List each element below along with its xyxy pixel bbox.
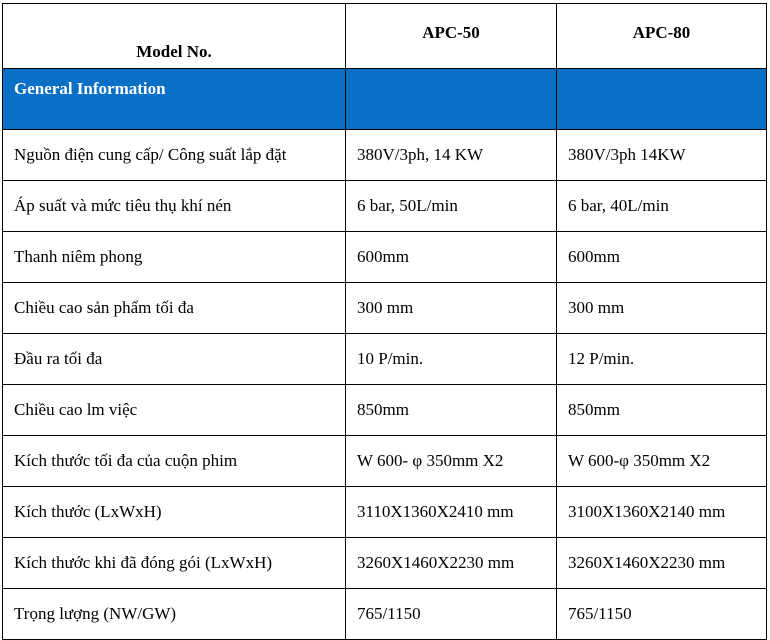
header-row — [3, 4, 767, 69]
spec-value-apc80: 6 bar, 40L/min — [557, 181, 767, 232]
spec-label: Áp suất và mức tiêu thụ khí nén — [3, 181, 346, 232]
table-row — [3, 538, 767, 589]
spec-value-apc50: 850mm — [346, 385, 557, 436]
spec-value-apc80: 3260X1460X2230 mm — [557, 538, 767, 589]
table-row — [3, 385, 767, 436]
table-row — [3, 181, 767, 232]
spec-label: Kích thước khi đã đóng gói (LxWxH) — [3, 538, 346, 589]
spec-value-apc80: 600mm — [557, 232, 767, 283]
spec-value-apc80: 850mm — [557, 385, 767, 436]
spec-value-apc80: 300 mm — [557, 283, 767, 334]
spec-table — [2, 3, 767, 640]
spec-value-apc80: 12 P/min. — [557, 334, 767, 385]
spec-value-apc80: 380V/3ph 14KW — [557, 130, 767, 181]
spec-value-apc50: 380V/3ph, 14 KW — [346, 130, 557, 181]
section-cell — [557, 69, 767, 130]
spec-value-apc50: 10 P/min. — [346, 334, 557, 385]
table-row — [3, 589, 767, 640]
spec-label: Kích thước (LxWxH) — [3, 487, 346, 538]
spec-value-apc50: 3260X1460X2230 mm — [346, 538, 557, 589]
spec-label: Chiều cao lm việc — [3, 385, 346, 436]
spec-label: Đầu ra tối đa — [3, 334, 346, 385]
spec-value-apc80: 765/1150 — [557, 589, 767, 640]
spec-value-apc80: W 600-φ 350mm X2 — [557, 436, 767, 487]
spec-label: Trọng lượng (NW/GW) — [3, 589, 346, 640]
table-row — [3, 232, 767, 283]
table-row — [3, 283, 767, 334]
model-label: Model No. — [3, 4, 346, 69]
spec-value-apc50: W 600- φ 350mm X2 — [346, 436, 557, 487]
spec-value-apc50: 600mm — [346, 232, 557, 283]
model-apc-80: APC-80 — [557, 4, 767, 69]
spec-label: Chiều cao sản phẩm tối đa — [3, 283, 346, 334]
spec-value-apc80: 3100X1360X2140 mm — [557, 487, 767, 538]
section-row — [3, 69, 767, 130]
section-cell — [346, 69, 557, 130]
spec-value-apc50: 3110X1360X2410 mm — [346, 487, 557, 538]
spec-label: Nguồn điện cung cấp/ Công suất lắp đặt — [3, 130, 346, 181]
spec-label: Kích thước tối đa của cuộn phim — [3, 436, 346, 487]
table-row — [3, 436, 767, 487]
section-title: General Information — [3, 69, 346, 130]
spec-value-apc50: 300 mm — [346, 283, 557, 334]
model-apc-50: APC-50 — [346, 4, 557, 69]
spec-label: Thanh niêm phong — [3, 232, 346, 283]
table-row — [3, 487, 767, 538]
spec-value-apc50: 6 bar, 50L/min — [346, 181, 557, 232]
spec-value-apc50: 765/1150 — [346, 589, 557, 640]
table-row — [3, 334, 767, 385]
table-row — [3, 130, 767, 181]
